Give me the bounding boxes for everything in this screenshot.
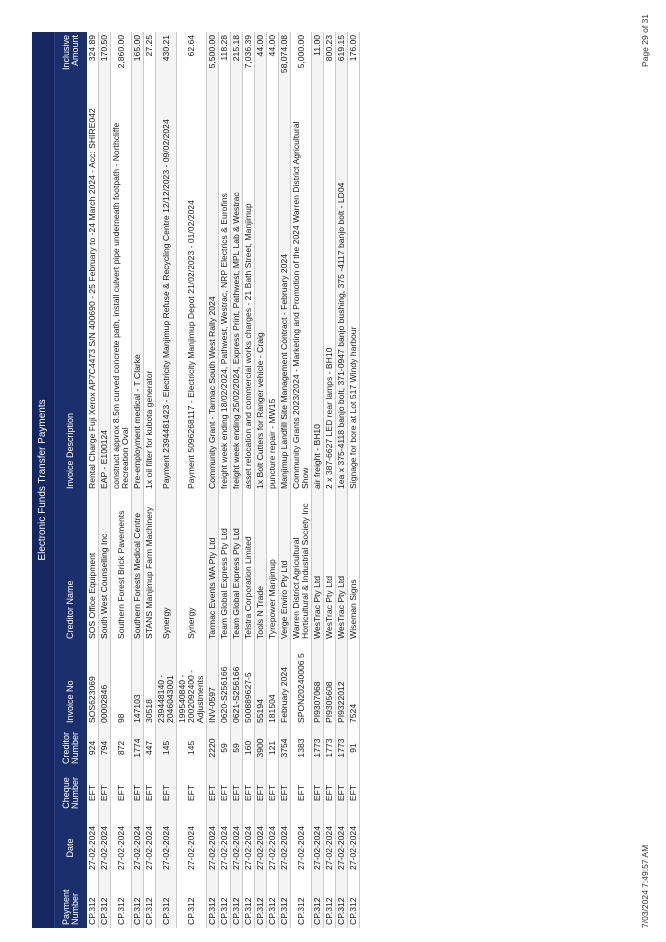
- date-cell: 27-02-2024: [295, 826, 306, 870]
- table-row: [243, 32, 255, 928]
- creditor-name-cell: Warren District Agricultural Horticultural & Industrial Society Inc: [291, 503, 311, 639]
- invoice-no-cell: PI9322012: [336, 642, 348, 726]
- invoice-description-cell: air freight - BH10: [312, 100, 324, 492]
- cheque-number-cell: EFT: [144, 784, 155, 802]
- invoice-description-cell: freight week ending 25/02/2024, Express Print, Pathwest, MPL Lab & Westrac: [231, 100, 243, 492]
- cheque-number-cell: EFT: [156, 770, 177, 816]
- table-row: [207, 32, 219, 928]
- print-timestamp: 7/03/2024 7:49:57 AM: [640, 844, 650, 928]
- payment-number-cell: CP.312: [295, 897, 306, 925]
- invoice-no-cell: PI9305608: [324, 681, 335, 723]
- payment-number-cell: CP.312: [186, 897, 197, 925]
- creditor-number-cell: 794: [99, 726, 111, 770]
- inclusive-amount-cell: 118.28: [219, 34, 230, 61]
- invoice-description-cell: puncture repair - MW15: [267, 398, 278, 489]
- creditor-name-cell: Synergy: [156, 492, 177, 642]
- creditor-number-cell: 872: [115, 740, 126, 756]
- invoice-description-cell: construct approx 8.5m curved concrete path, install culvert pipe underneath footpath - Northcliffe Recreation Oval: [111, 122, 131, 489]
- inclusive-amount-cell: 170.50: [99, 32, 111, 100]
- creditor-name-cell: Tarmac Events WA Pty Ltd: [207, 492, 219, 642]
- date-cell: 27-02-2024: [267, 826, 278, 870]
- creditor-name-cell: Tyrepower Manjimup: [267, 559, 278, 639]
- creditor-number-cell: 1773: [324, 738, 335, 758]
- cheque-number-cell: EFT: [207, 770, 219, 816]
- invoice-no-cell: 199540840 - 2002092400 - Adjustments: [177, 669, 206, 723]
- creditor-name-cell: Southern Forests Medical Centre: [132, 492, 144, 642]
- page-number: Page 29 of 31: [640, 14, 650, 67]
- header-creditor-name: Creditor Name: [55, 492, 88, 642]
- creditor-number-cell: 59: [231, 726, 243, 770]
- inclusive-amount-cell: 430.21: [156, 32, 177, 100]
- date-cell: 27-02-2024: [207, 816, 219, 880]
- invoice-no-cell: February 2024: [279, 642, 291, 726]
- invoice-description-cell: Community Grants 2023/2024 - Marketing and Promotion of the 2024 Warren District Agricultural Show: [291, 121, 311, 489]
- creditor-name-cell: STANS Manjimup Farm Machinery: [144, 506, 155, 639]
- inclusive-amount-cell: 165.00: [132, 32, 144, 100]
- cheque-number-cell: EFT: [115, 784, 126, 802]
- date-cell: 27-02-2024: [186, 826, 197, 870]
- date-cell: 27-02-2024: [243, 826, 254, 870]
- cheque-number-cell: EFT: [336, 770, 348, 816]
- invoice-description-cell: EAP - E100124: [99, 100, 111, 492]
- cheque-number-cell: EFT: [312, 770, 324, 816]
- payment-number-cell: CP.312: [87, 897, 97, 925]
- invoice-description-cell: 1ea x 375-4118 banjo bolt, 371-0947 banjo bushing, 375 -4117 banjo bolt - LD04: [336, 100, 348, 492]
- creditor-number-cell: 1773: [336, 726, 348, 770]
- payment-number-cell: CP.312: [132, 880, 144, 928]
- creditor-name-cell: South West Counselling Inc: [99, 492, 111, 642]
- header-payment-number: Payment Number: [55, 880, 88, 928]
- table-row: [291, 32, 312, 928]
- payment-number-cell: CP.312: [99, 880, 111, 928]
- table-row: [324, 32, 336, 928]
- date-cell: 27-02-2024: [231, 816, 243, 880]
- table-row: [348, 32, 360, 928]
- invoice-no-cell: SPON20240006 5: [295, 653, 306, 723]
- payment-number-cell: CP.312: [207, 880, 219, 928]
- creditor-number-cell: 2220: [207, 726, 219, 770]
- invoice-description-cell: Signage for bore at Lot 517 Windy harbour: [348, 326, 359, 489]
- cheque-number-cell: EFT: [255, 770, 267, 816]
- date-cell: 27-02-2024: [312, 816, 324, 880]
- creditor-name-cell: Wiseman Signs: [348, 579, 359, 639]
- date-cell: 27-02-2024: [348, 826, 359, 870]
- table-row: [111, 32, 132, 928]
- invoice-no-cell: INV-0597: [207, 642, 219, 726]
- invoice-no-cell: 98: [115, 713, 126, 723]
- inclusive-amount-cell: 176.00: [348, 34, 359, 62]
- creditor-number-cell: 1774: [132, 726, 144, 770]
- invoice-description-cell: Rental Charge Fuji Xerox AP7C4473 S/N 400690 - 25 February to -24 March 2024 - Acc: SHIRE042: [87, 108, 97, 489]
- table-row: [279, 32, 291, 928]
- creditor-name-cell: Verge Enviro Pty Ltd: [279, 492, 291, 642]
- cheque-number-cell: EFT: [87, 784, 97, 802]
- inclusive-amount-cell: 44.00: [267, 34, 278, 57]
- payment-number-cell: CP.312: [267, 897, 278, 925]
- invoice-no-cell: 7524: [348, 703, 359, 723]
- header-invoice-no: Invoice No: [55, 642, 88, 726]
- date-cell: 27-02-2024: [156, 816, 177, 880]
- creditor-number-cell: 121: [267, 740, 278, 756]
- payment-number-cell: CP.312: [255, 880, 267, 928]
- invoice-no-cell: SOS623069: [87, 676, 97, 723]
- invoice-no-cell: 500889627-5: [243, 672, 254, 723]
- creditor-name-cell: WesTrac Pty Ltd: [324, 575, 335, 639]
- table-row: [312, 32, 324, 928]
- invoice-description-cell: Community Grant - Tarmac South West Rally 2024: [207, 100, 219, 492]
- cheque-number-cell: EFT: [348, 784, 359, 802]
- cheque-number-cell: EFT: [186, 784, 197, 802]
- cheque-number-cell: EFT: [267, 784, 278, 802]
- creditor-number-cell: 1773: [312, 726, 324, 770]
- date-cell: 27-02-2024: [279, 816, 291, 880]
- inclusive-amount-cell: 2,860.00: [115, 34, 126, 69]
- invoice-no-cell: 30518: [144, 699, 155, 723]
- payment-number-cell: CP.312: [115, 897, 126, 925]
- invoice-no-cell: 147103: [132, 642, 144, 726]
- date-cell: 27-02-2024: [336, 816, 348, 880]
- date-cell: 27-02-2024: [132, 816, 144, 880]
- payment-number-cell: CP.312: [219, 897, 230, 925]
- invoice-no-cell: 181504: [267, 694, 278, 723]
- payment-number-cell: CP.312: [243, 897, 254, 925]
- creditor-number-cell: 1383: [295, 738, 306, 758]
- creditor-name-cell: Synergy: [186, 607, 197, 639]
- creditor-name-cell: Tools N Trade: [255, 492, 267, 642]
- invoice-description-cell: freight week ending 18/02/2024, Pathwest, Westrac, NRP Electrics & Eurofins: [219, 193, 230, 489]
- inclusive-amount-cell: 5,000.00: [295, 34, 306, 69]
- inclusive-amount-cell: 5,500.00: [207, 32, 219, 100]
- invoice-no-cell: 0620-S256166: [219, 666, 230, 723]
- creditor-name-cell: Team Global Express Pty Ltd: [231, 492, 243, 642]
- date-cell: 27-02-2024: [87, 826, 97, 870]
- payment-number-cell: CP.312: [156, 880, 177, 928]
- creditor-number-cell: 59: [219, 743, 230, 753]
- inclusive-amount-cell: 215.18: [231, 32, 243, 100]
- table-title: Electronic Funds Transfer Payments: [32, 32, 55, 928]
- inclusive-amount-cell: 800.23: [324, 34, 335, 62]
- invoice-description-cell: asset relocation and commercial works charges - 21 Bath Street, Manjimup: [243, 203, 254, 489]
- invoice-description-cell: Manjimup Landfill Site Management Contract - February 2024: [279, 100, 291, 492]
- table-row: [132, 32, 144, 928]
- creditor-number-cell: 145: [186, 740, 197, 756]
- payment-number-cell: CP.312: [336, 880, 348, 928]
- inclusive-amount-cell: 11.00: [312, 32, 324, 100]
- table-row: [87, 32, 99, 928]
- invoice-description-cell: Payment 2394481423 - Electricity Manjimup Refuse & Recycling Centre 12/12/2023 - 09/02/2024: [156, 100, 177, 492]
- cheque-number-cell: EFT: [132, 770, 144, 816]
- date-cell: 27-02-2024: [255, 816, 267, 880]
- invoice-description-cell: Pre-employment medical - T Clarke: [132, 100, 144, 492]
- table-row: [336, 32, 348, 928]
- table-row: [144, 32, 156, 928]
- creditor-number-cell: 3754: [279, 726, 291, 770]
- invoice-no-cell: 0621-S256166: [231, 642, 243, 726]
- cheque-number-cell: EFT: [324, 784, 335, 802]
- inclusive-amount-cell: 58,074.08: [279, 32, 291, 100]
- invoice-no-cell: 55194: [255, 642, 267, 726]
- creditor-number-cell: 145: [156, 726, 177, 770]
- invoice-description-cell: 1x Bolt Cutters for Ranger vehicle - Craig: [255, 100, 267, 492]
- invoice-description-cell: Payment 5096268117 - Electricity Manjimup Depot 21/02/2023 - 01/02/2024: [186, 200, 197, 489]
- inclusive-amount-cell: 27.25: [144, 34, 155, 57]
- header-creditor-number: Creditor Number: [55, 726, 88, 770]
- creditor-number-cell: 91: [348, 743, 359, 753]
- cheque-number-cell: EFT: [231, 770, 243, 816]
- table-row: [177, 32, 207, 928]
- date-cell: 27-02-2024: [115, 826, 126, 870]
- creditor-number-cell: 160: [243, 740, 254, 756]
- invoice-no-cell: PI9307068: [312, 642, 324, 726]
- creditor-name-cell: Telstra Corporation Limited: [243, 536, 254, 639]
- invoice-description-cell: 2 x 387-6627 LED rear lamps - BH10: [324, 347, 335, 489]
- cheque-number-cell: EFT: [219, 784, 230, 802]
- header-invoice-description: Invoice Description: [55, 100, 88, 492]
- inclusive-amount-cell: 62.64: [186, 34, 197, 57]
- date-cell: 27-02-2024: [144, 826, 155, 870]
- creditor-number-cell: 924: [87, 740, 97, 756]
- table-row: [99, 32, 111, 928]
- inclusive-amount-cell: 619.15: [336, 32, 348, 100]
- cheque-number-cell: EFT: [99, 770, 111, 816]
- creditor-name-cell: WesTrac Pty Ltd: [336, 492, 348, 642]
- creditor-name-cell: Southern Forest Brick Pavements: [115, 510, 126, 639]
- date-cell: 27-02-2024: [99, 816, 111, 880]
- table-row: [255, 32, 267, 928]
- eft-payments-table: [32, 32, 360, 928]
- header-cheque-number: Cheque Number: [55, 770, 88, 816]
- payment-number-cell: CP.312: [231, 880, 243, 928]
- cheque-number-cell: EFT: [279, 770, 291, 816]
- creditor-name-cell: Team Global Express Pty Ltd: [219, 528, 230, 639]
- payment-number-cell: CP.312: [324, 897, 335, 925]
- inclusive-amount-cell: 7,036.39: [243, 34, 254, 69]
- cheque-number-cell: EFT: [295, 784, 306, 802]
- table-body: [87, 32, 360, 928]
- table-row: [267, 32, 279, 928]
- invoice-no-cell: 00002846: [99, 642, 111, 726]
- creditor-number-cell: 3900: [255, 726, 267, 770]
- table-row: [156, 32, 177, 928]
- table-row: [219, 32, 231, 928]
- invoice-description-cell: 1x oil filter for kubota generator: [144, 370, 155, 489]
- invoice-no-cell: 239448140 - 2046043001: [156, 642, 177, 726]
- header-date: Date: [55, 816, 88, 880]
- payment-number-cell: CP.312: [312, 880, 324, 928]
- creditor-name-cell: WesTrac Pty Ltd: [312, 492, 324, 642]
- payment-number-cell: CP.312: [144, 897, 155, 925]
- date-cell: 27-02-2024: [219, 826, 230, 870]
- inclusive-amount-cell: 44.00: [255, 32, 267, 100]
- creditor-number-cell: 447: [144, 740, 155, 756]
- date-cell: 27-02-2024: [324, 826, 335, 870]
- payment-number-cell: CP.312: [348, 897, 359, 925]
- table-row: [231, 32, 243, 928]
- creditor-name-cell: SOS Office Equipment: [87, 552, 97, 639]
- cheque-number-cell: EFT: [243, 784, 254, 802]
- inclusive-amount-cell: 324.89: [87, 34, 97, 62]
- payment-number-cell: CP.312: [279, 880, 291, 928]
- header-inclusive-amount: Inclusive Amount: [55, 32, 88, 100]
